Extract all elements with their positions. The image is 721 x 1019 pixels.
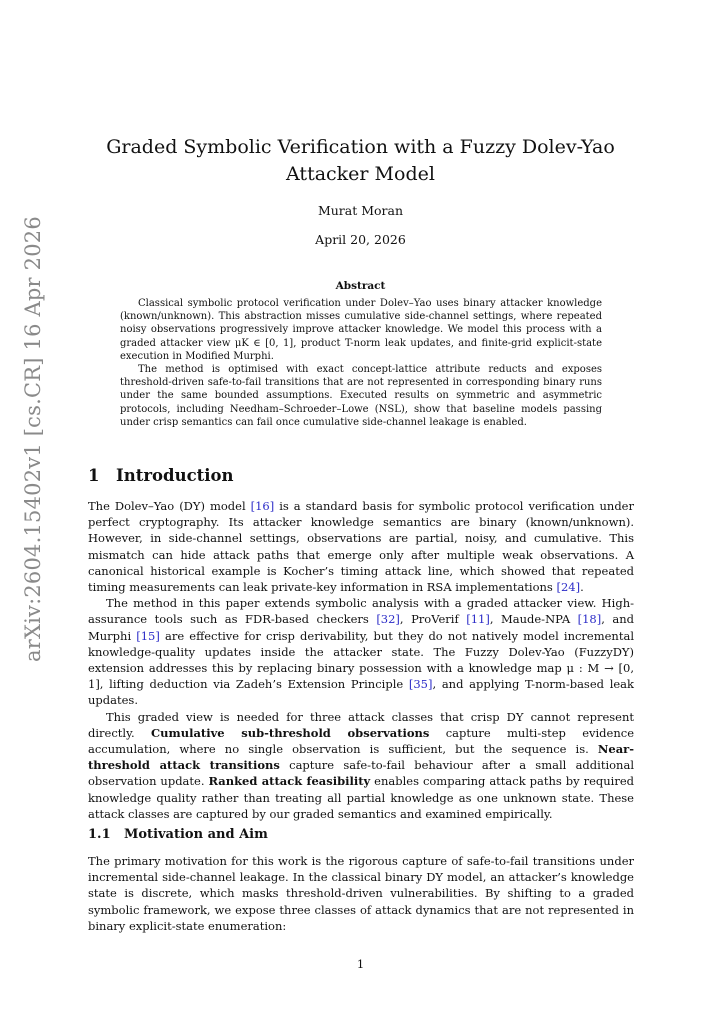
section-heading bbox=[88, 466, 234, 485]
subsection-heading bbox=[88, 827, 268, 842]
emphasis-term: Ranked attack feasibility bbox=[208, 774, 371, 789]
arxiv-stamp: arXiv:2604.15402v1 [cs.CR] 16 Apr 2026 bbox=[21, 216, 45, 662]
citation-link[interactable]: [11] bbox=[466, 612, 490, 627]
body-paragraph: The primary motivation for this work is the rigorous capture of safe-to-fail transitions under incremental side-channel leakage. In the classical binary DY model, an attacker’s knowledge state is discrete, which masks threshold-driven vulnerabilities. By shifting to a graded symbolic framework, we expose three classes of attack dynamics that are not represented in binary explicit-state enumeration: bbox=[88, 854, 634, 933]
section-title: Introduction bbox=[116, 466, 234, 485]
section-body bbox=[88, 498, 634, 822]
citation-link[interactable]: [16] bbox=[250, 499, 275, 513]
abstract-paragraph: Classical symbolic protocol verification under Dolev–Yao uses binary attacker knowledge (known/unknown). This abstraction misses cumulative side-channel settings, where repeated noisy observations progressively improve attacker knowledge. We model this process with a graded attacker view μK ∈ [0, 1], product T-norm leak updates, and finite-grid explicit-state execution in Modified Murphi. bbox=[120, 298, 602, 362]
author-name: Murat Moran bbox=[317, 203, 404, 218]
citation-link[interactable]: [18] bbox=[577, 612, 602, 627]
subsection-title: Motivation and Aim bbox=[124, 827, 268, 842]
abstract-paragraph: The method is optimised with exact concept-lattice attribute reducts and exposes threshold-driven safe-to-fail transitions that are not represented in corresponding binary runs under the same bounded assumptions. Executed results on symmetric and asymmetric protocols, including Needham–Schroeder–Lowe (NSL), show that baseline models passing under crisp semantics can fail once cumulative side-channel leakage is enabled. bbox=[120, 364, 602, 428]
section-number: 1 bbox=[88, 466, 100, 485]
subsection-number: 1.1 bbox=[88, 827, 111, 842]
body-paragraph: The method in this paper extends symbolic analysis with a graded attacker view. High-assurance tools such as FDR-based checkers [32], ProVerif [11], Maude-NPA [18], and Murphi [15] are effective for crisp derivability, but they do not natively model incremental knowledge-quality updates inside the attacker state. The Fuzzy Dolev-Yao (FuzzyDY) extension addresses this by replacing binary possession with a knowledge map μ : M → [0, 1], lifting deduction via Zadeh’s Extension Principle [35], and applying T-norm-based leak updates. bbox=[88, 596, 635, 708]
emphasis-term: Cumulative sub-threshold observations bbox=[151, 725, 430, 740]
citation-link[interactable]: [32] bbox=[376, 612, 400, 627]
abstract-heading: Abstract bbox=[335, 280, 386, 292]
emphasis-term: Near-threshold attack transitions bbox=[88, 742, 634, 773]
body-paragraph: This graded view is needed for three attack classes that crisp DY cannot represent directly. Cumulative sub-threshold observations capture multi-step evidence accumulation, where no single observation is sufficient, but the sequence is. Near-threshold attack transitions capture safe-to-fail behaviour after a small additional observation update. Ranked attack feasibility enables comparing attack paths by required knowledge quality rather than treating all partial knowledge as one unknown state. These attack classes are captured by our graded semantics and examined empirically. bbox=[88, 709, 635, 821]
paper-title: Graded Symbolic Verification with a Fuzzy Dolev-Yao Attacker Model bbox=[106, 136, 615, 185]
citation-link[interactable]: [24] bbox=[556, 580, 581, 595]
body-paragraph: The Dolev–Yao (DY) model [16] is a standard basis for symbolic protocol verification under perfect cryptography. Its attacker knowledge semantics are binary (known/unknown). However, in side-channel settings, observations are partial, noisy, and cumulative. This mismatch can hide attack paths that emerge only after multiple weak observations. A canonical historical example is Kocher’s timing attack line, which showed that repeated timing measurements can leak private-key information in RSA implementations [24]. bbox=[88, 499, 634, 595]
abstract-body bbox=[120, 297, 602, 429]
citation-link[interactable]: [35] bbox=[408, 677, 433, 692]
citation-link[interactable]: [15] bbox=[136, 628, 160, 643]
page-number: 1 bbox=[356, 957, 365, 971]
paper-date: April 20, 2026 bbox=[315, 232, 406, 247]
subsection-body bbox=[88, 853, 634, 934]
